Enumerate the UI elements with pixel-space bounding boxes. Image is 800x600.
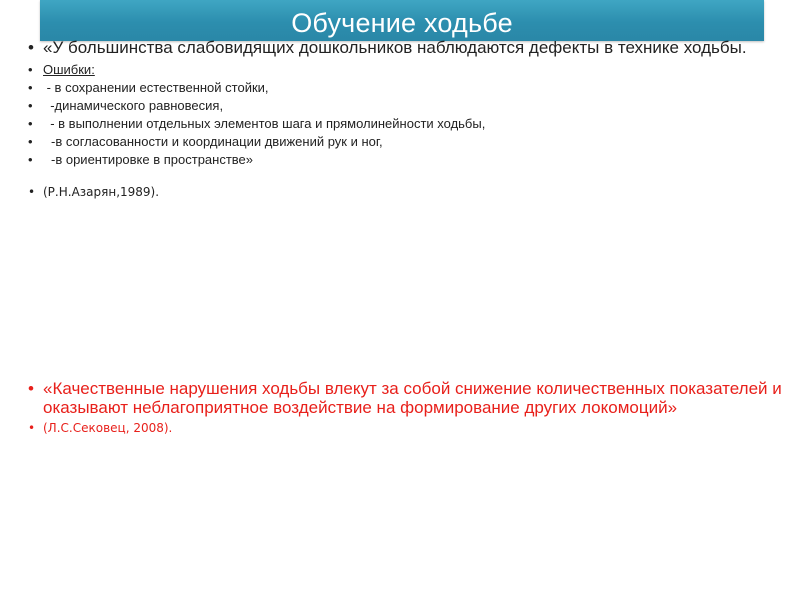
error-item — [27, 115, 797, 133]
intro-bullet — [27, 38, 797, 57]
bullet-marker: • — [28, 421, 36, 435]
quote-2-bullet — [27, 379, 797, 417]
bullet-marker: • — [28, 38, 34, 57]
quote-2: «Качественные нарушения ходьбы влекут за собой снижение количественных показателей и оказывают неблагоприятное воздействие на формирование других локомоций» — [43, 379, 782, 417]
bullet-marker: • — [28, 80, 33, 95]
error-item-text: - в выполнении отдельных элементов шага и прямолинейности ходьбы, — [43, 116, 486, 131]
errors-heading: Ошибки: — [43, 62, 95, 77]
bullet-marker: • — [28, 152, 33, 167]
error-item-text: -в согласованности и координации движений рук и ног, — [51, 134, 383, 149]
citation-1: (Р.Н.Азарян,1989). — [43, 185, 160, 199]
bullet-marker: • — [28, 379, 34, 398]
intro-text: «У большинства слабовидящих дошкольников наблюдаются дефекты в технике ходьбы. — [43, 38, 747, 57]
error-item — [27, 79, 797, 97]
bullet-marker: • — [28, 98, 33, 113]
error-item-text: - в сохранении естественной стойки, — [43, 80, 269, 95]
bullet-marker: • — [28, 134, 33, 149]
citation-2: (Л.С.Сековец, 2008). — [43, 421, 173, 435]
slide-title-bar — [40, 0, 764, 41]
slide-title: Обучение ходьбе — [291, 8, 513, 38]
citation-2-bullet — [27, 419, 797, 437]
slide-content — [27, 38, 797, 437]
citation-1-bullet — [27, 183, 797, 201]
bullet-marker: • — [28, 116, 33, 131]
error-item — [27, 97, 797, 115]
error-item — [27, 151, 797, 169]
errors-heading-bullet — [27, 61, 797, 79]
error-item — [27, 133, 797, 151]
error-item-text: -в ориентировке в пространстве» — [51, 152, 254, 167]
bullet-marker: • — [28, 62, 33, 77]
bullet-marker: • — [28, 185, 36, 199]
error-item-text: -динамического равновесия, — [43, 98, 224, 113]
